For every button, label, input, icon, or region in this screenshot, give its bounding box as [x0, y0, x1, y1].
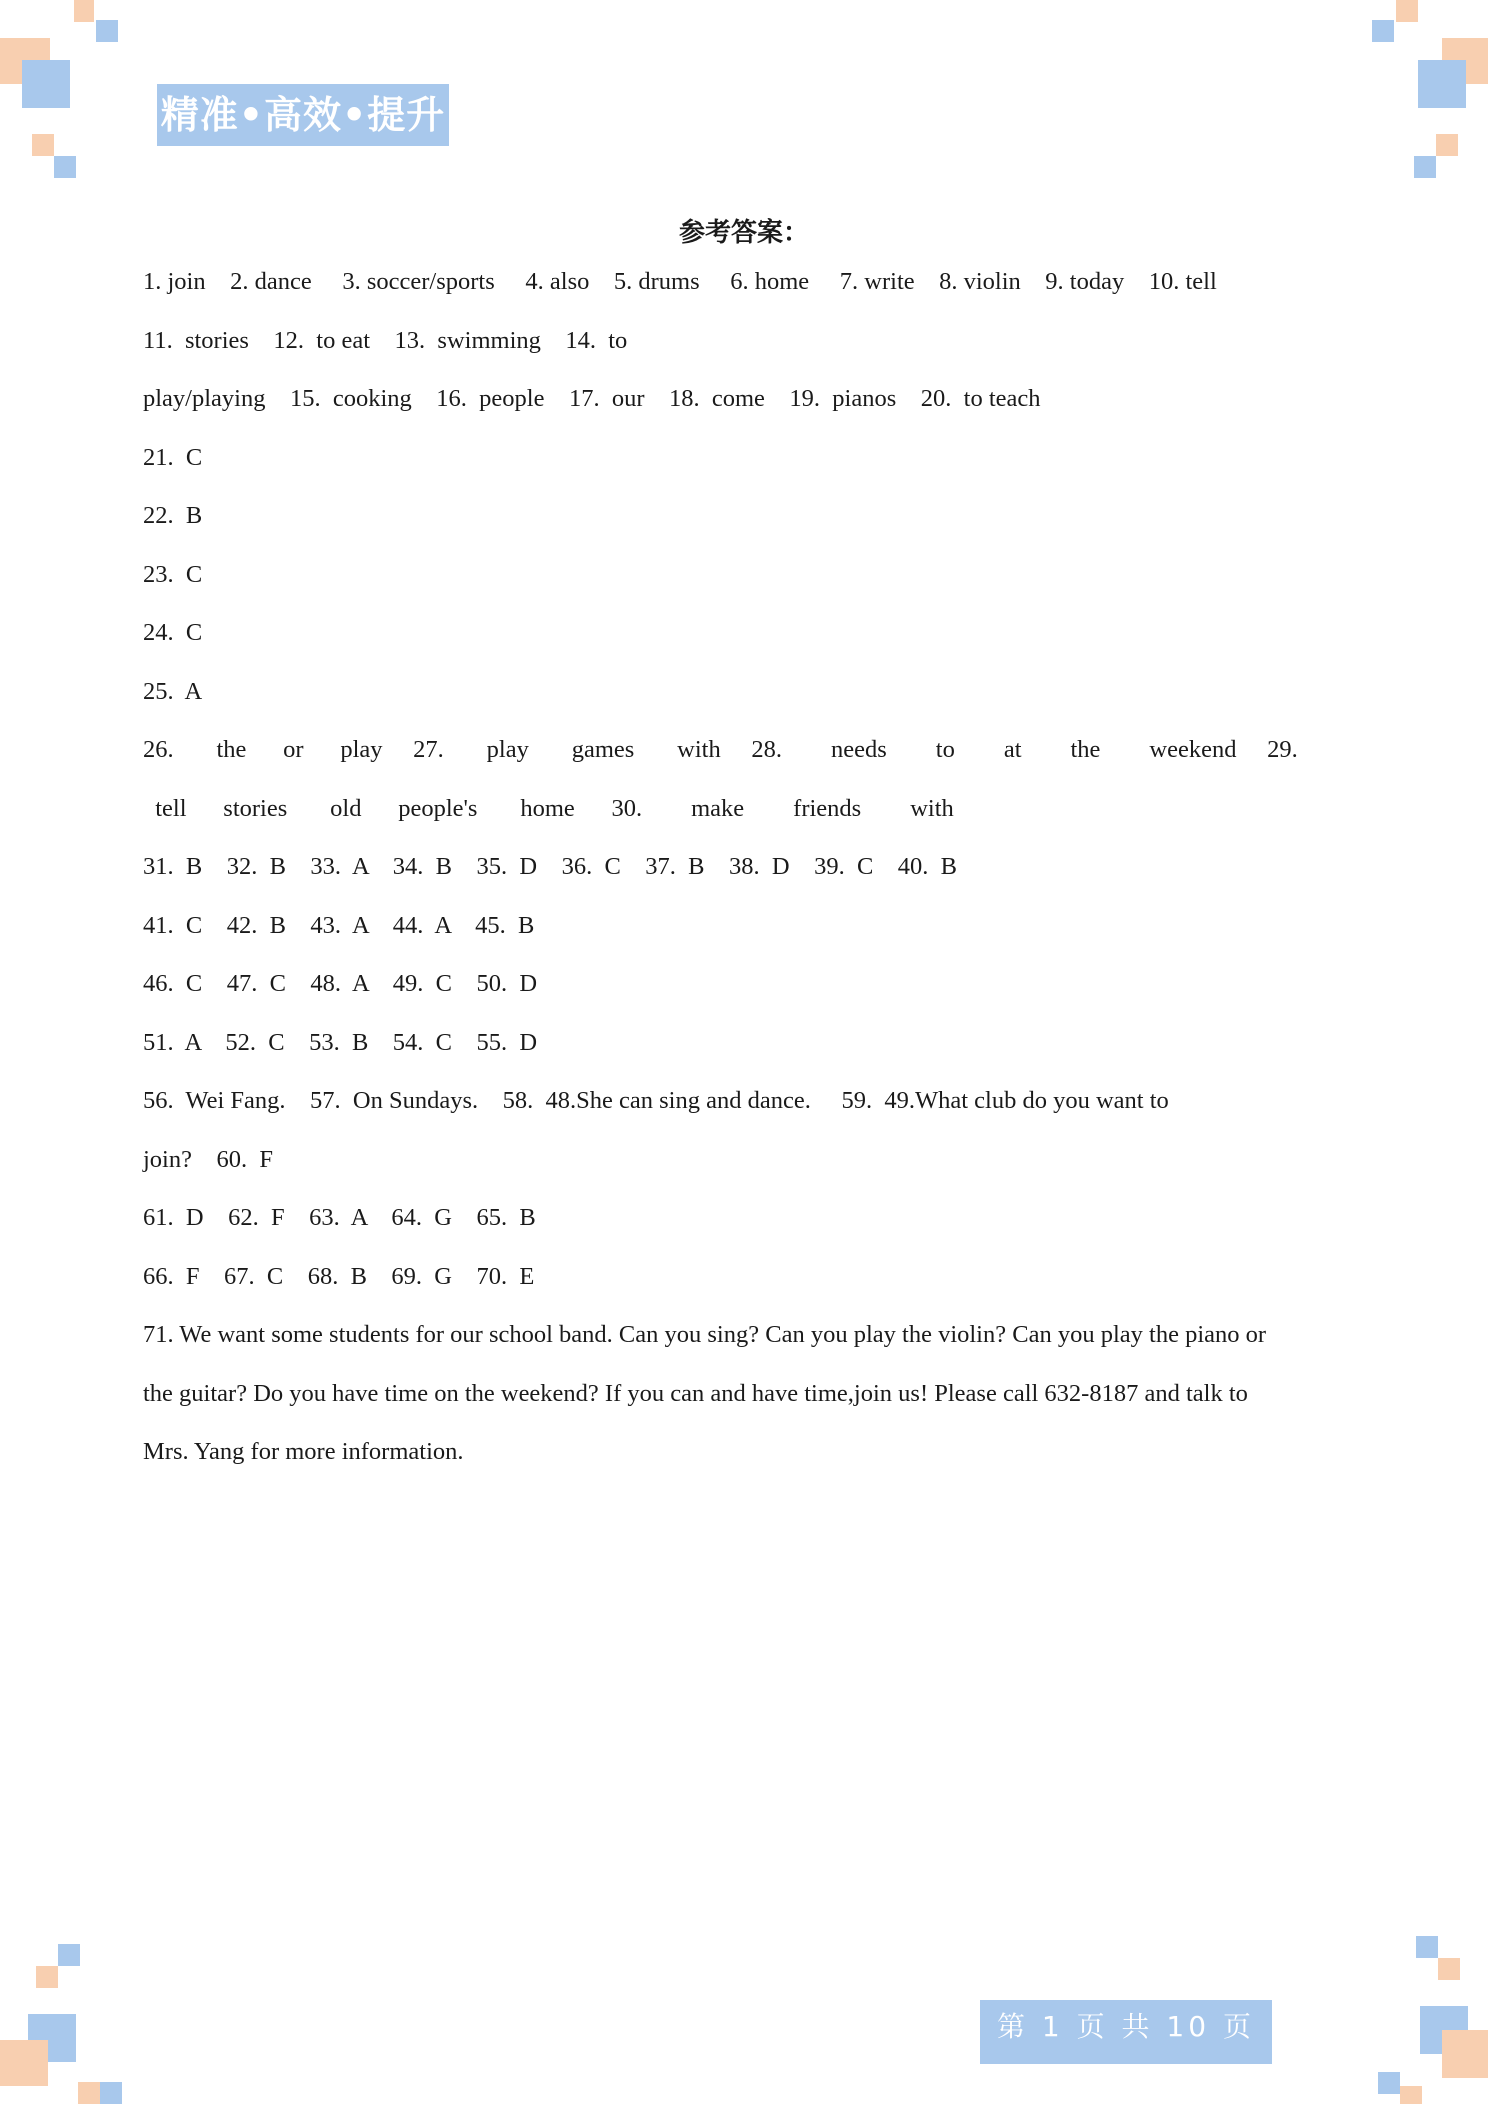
decor-square [54, 156, 76, 178]
page-number-footer: 第 1 页 共 10 页 [980, 2000, 1272, 2064]
answer-line: the guitar? Do you have time on the weekend? If you can and have time,join us! Please call 632-8187 and talk to [143, 1380, 1248, 1407]
decor-square [74, 0, 94, 22]
answer-line: play/playing 15. cooking 16. people 17. our 18. come 19. pianos 20. to teach [143, 385, 1041, 412]
answer-line: 23. C [143, 561, 203, 588]
decor-square [96, 20, 118, 42]
answer-line: 46. C 47. C 48. A 49. C 50. D [143, 970, 538, 997]
answer-line: 51. A 52. C 53. B 54. C 55. D [143, 1029, 538, 1056]
answer-line: 11. stories 12. to eat 13. swimming 14. to [143, 327, 628, 354]
answer-line: 26. the or play 27. play games with 28. needs to at the weekend 29. [143, 736, 1298, 763]
page-title: 参考答案： [678, 218, 809, 248]
decor-square [78, 2082, 100, 2104]
decor-square [36, 1966, 58, 1988]
decor-square [1414, 156, 1436, 178]
decor-square [58, 1944, 80, 1966]
decor-square [22, 60, 70, 108]
decor-square [0, 2040, 48, 2086]
answer-line: 21. C [143, 444, 203, 471]
decor-square [100, 2082, 122, 2104]
answer-line: 22. B [143, 502, 203, 529]
decor-square [1378, 2072, 1400, 2094]
answer-line: 71. We want some students for our school band. Can you sing? Can you play the violin? Can you play the piano or [143, 1321, 1267, 1348]
decor-square [1418, 60, 1466, 108]
answer-line: 56. Wei Fang. 57. On Sundays. 58. 48.She can sing and dance. 59. 49.What club do you want to [143, 1087, 1169, 1114]
decor-square [1438, 1958, 1460, 1980]
answer-line: 31. B 32. B 33. A 34. B 35. D 36. C 37. B 38. D 39. C 40. B [143, 853, 958, 880]
decor-square [32, 134, 54, 156]
decor-square [1396, 0, 1418, 22]
decor-square [1400, 2086, 1422, 2104]
answer-line: 66. F 67. C 68. B 69. G 70. E [143, 1263, 535, 1290]
answer-line: 41. C 42. B 43. A 44. A 45. B [143, 912, 535, 939]
decor-square [1442, 2030, 1488, 2078]
answer-line: Mrs. Yang for more information. [143, 1438, 464, 1465]
answer-line: 61. D 62. F 63. A 64. G 65. B [143, 1204, 536, 1231]
header-banner: 精准•高效•提升 [157, 84, 449, 146]
answer-line: tell stories old people's home 30. make friends with [143, 795, 954, 822]
decor-square [1416, 1936, 1438, 1958]
decor-square [1436, 134, 1458, 156]
answer-line: 25. A [143, 678, 203, 705]
answer-line: join? 60. F [143, 1146, 273, 1173]
answer-line: 1. join 2. dance 3. soccer/sports 4. also 5. drums 6. home 7. write 8. violin 9. today 10. tell [143, 268, 1217, 295]
decor-square [1372, 20, 1394, 42]
answer-line: 24. C [143, 619, 203, 646]
